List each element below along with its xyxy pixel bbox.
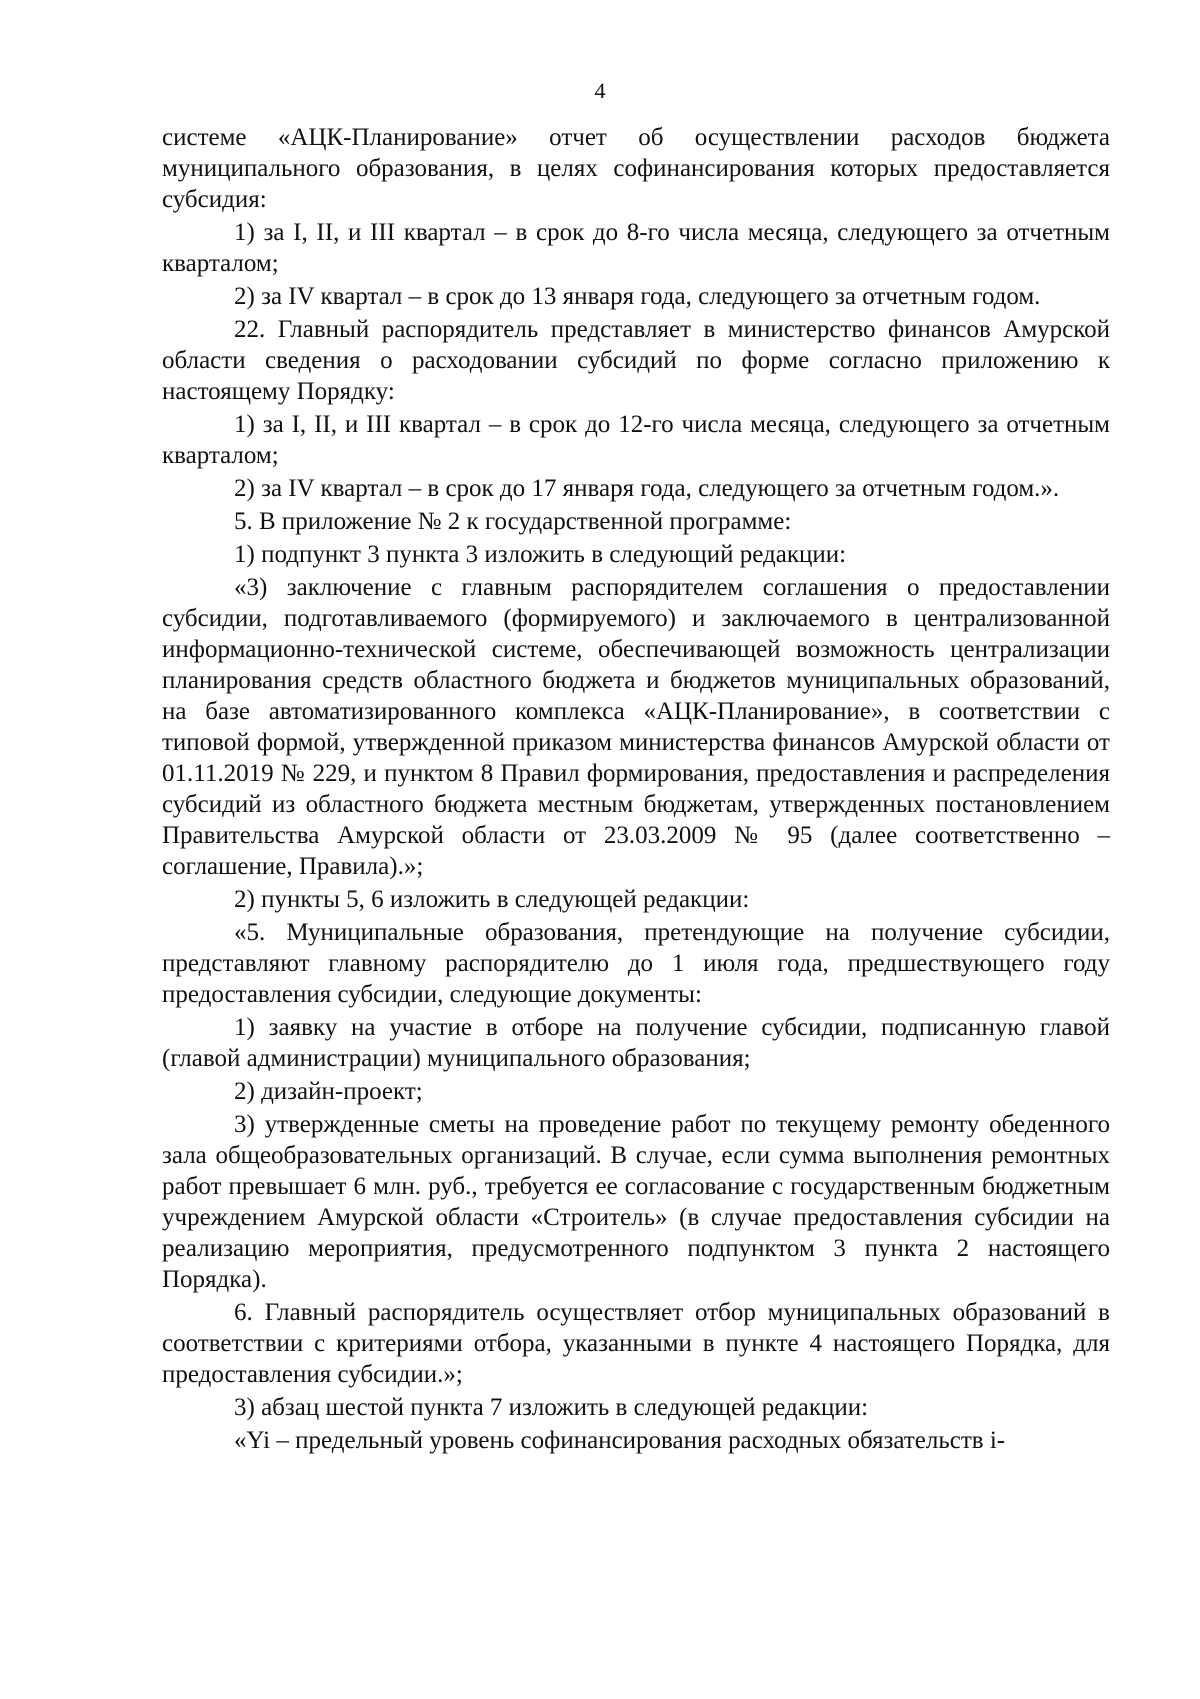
list-item: 2) за IV квартал – в срок до 13 января года, следующего за отчетным годом. bbox=[234, 283, 1041, 310]
paragraph: «Yi – предельный уровень софинансирования расходных обязательств i- bbox=[234, 1427, 1006, 1454]
paragraph: 22. Главный распорядитель представляет в министерство финансов Амурской области сведения о расходовании субсидий по форме согласно приложению к настоящему Порядку: bbox=[162, 316, 1110, 405]
paragraph: «3) заключение с главным распорядителем соглашения о предоставлении субсидии, подготавливаемого (формируемого) и заключаемого в централизованной информационно-технической системе, обеспечивающей возможность централизации планирования средств областного бюджета и бюджетов муниципальных образований, на базе автоматизированного комплекса «АЦК-Планирование», в соответствии с типовой формой, утвержденной приказом министерства финансов Амурской области от 01.11.2019 № 229, и пунктом 8 Правил формирования, предоставления и распределения субсидий из областного бюджета местным бюджетам, утвержденных постановлением Правительства Амурской области от 23.03.2009 № 95 (далее соответственно – соглашение, Правила).»; bbox=[162, 574, 1110, 880]
list-item: 1) заявку на участие в отборе на получение субсидии, подписанную главой (главой администрации) муниципального образования; bbox=[162, 1014, 1110, 1072]
list-item: 1) подпункт 3 пункта 3 изложить в следующий редакции: bbox=[234, 541, 847, 568]
list-item: 1) за I, II, и III квартал – в срок до 12-го числа месяца, следующего за отчетным кварталом; bbox=[162, 411, 1110, 469]
page-number: 4 bbox=[594, 78, 606, 103]
paragraph: 6. Главный распорядитель осуществляет отбор муниципальных образований в соответствии с критериями отбора, указанными в пункте 4 настоящего Порядка, для предоставления субсидии.»; bbox=[162, 1299, 1110, 1388]
list-item: 2) дизайн-проект; bbox=[234, 1078, 423, 1105]
list-item: 2) пункты 5, 6 изложить в следующей редакции: bbox=[234, 886, 750, 913]
list-item: 1) за I, II, и III квартал – в срок до 8-го числа месяца, следующего за отчетным кварталом; bbox=[162, 219, 1110, 277]
list-item: 3) абзац шестой пункта 7 изложить в следующей редакции: bbox=[234, 1394, 869, 1421]
document-body bbox=[162, 122, 1110, 1456]
paragraph: системе «АЦК-Планирование» отчет об осуществлении расходов бюджета муниципального образования, в целях софинансирования которых предоставляется субсидия: bbox=[162, 124, 1110, 213]
paragraph: «5. Муниципальные образования, претендующие на получение субсидии, представляют главному распорядителю до 1 июля года, предшествующего году предоставления субсидии, следующие документы: bbox=[162, 919, 1110, 1008]
list-item: 2) за IV квартал – в срок до 17 января года, следующего за отчетным годом.». bbox=[234, 475, 1060, 502]
list-item: 3) утвержденные сметы на проведение работ по текущему ремонту обеденного зала общеобразовательных организаций. В случае, если сумма выполнения ремонтных работ превышает 6 млн. руб., требуется ее согласование с государственным бюджетным учреждением Амурской области «Строитель» (в случае предоставления субсидии на реализацию мероприятия, предусмотренного подпунктом 3 пункта 2 настоящего Порядка). bbox=[162, 1111, 1110, 1293]
paragraph: 5. В приложение № 2 к государственной программе: bbox=[234, 508, 792, 535]
